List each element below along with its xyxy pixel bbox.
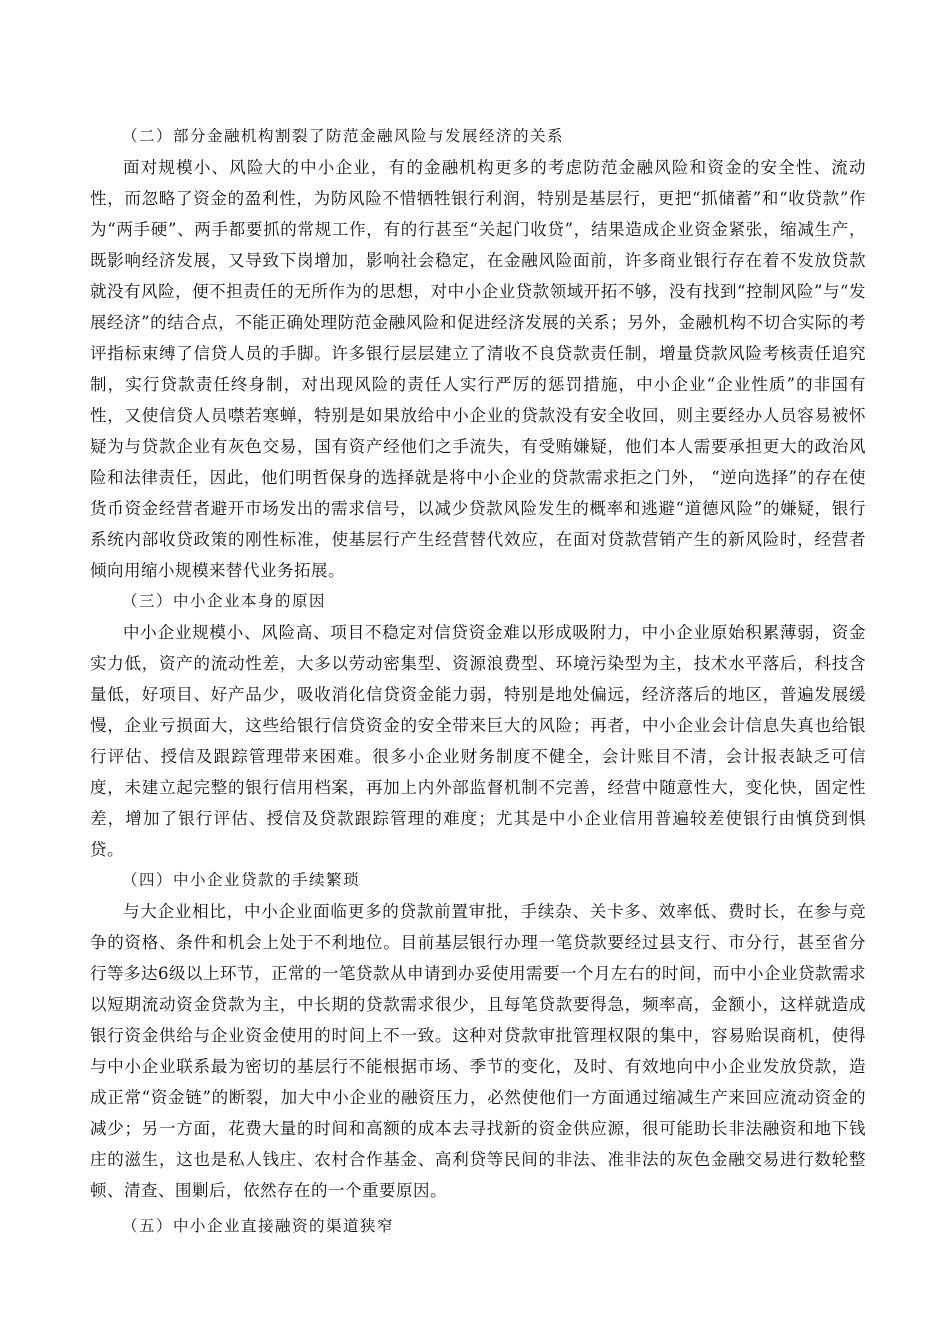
- section-body-2: 面对规模小、风险大的中小企业，有的金融机构更多的考虑防范金融风险和资金的安全性、流动性，而忽略了资金的盈利性，为防风险不惜牺牲银行利润，特别是基层行，更把“抓储蓄”和“收贷款”作为“两手硬”、两手都要抓的常规工作，有的行甚至“关起门收贷”，结果造成企业资金紧张，缩减生产，既影响经济发展，又导致下岗增加，影响社会稳定，在金融风险面前，许多商业银行存在着不发放贷款就没有风险，便不担责任的无所作为的思想，对中小企业贷款领域开拓不够，没有找到“控制风险”与“发展经济”的结合点，不能正确处理防范金融风险和促进经济发展的关系；另外，金融机构不切合实际的考评指标束缚了信贷人员的手脚。许多银行层层建立了清收不良贷款责任制，增量贷款风险考核责任追究制，实行贷款责任终身制，对出现风险的责任人实行严厉的惩罚措施，中小企业“企业性质”的非国有性，又使信贷人员噤若寒蝉，特别是如果放给中小企业的贷款没有安全收回，则主要经办人员容易被怀疑为与贷款企业有灰色交易，国有资产经他们之手流失，有受贿嫌疑，他们本人需要承担更大的政治风险和法律责任，因此，他们明哲保身的选择就是将中小企业的贷款需求拒之门外， “逆向选择”的存在使货币资金经营者避开市场发出的需求信号，以减少贷款风险发生的概率和逃避“道德风险”的嫌疑，银行系统内部收贷政策的刚性标准，使基层行产生经营替代效应，在面对贷款营销产生的新风险时，经营者倾向用缩小规模来替代业务拓展。: [90, 158, 866, 580]
- section-heading-2: （二）部分金融机构割裂了防范金融风险与发展经济的关系: [122, 127, 565, 145]
- section-body-3: 中小企业规模小、风险高、项目不稳定对信贷资金难以形成吸附力，中小企业原始积累薄弱，资金实力低，资产的流动性差，大多以劳动密集型、资源浪费型、环境污染型为主，技术水平落后，科技含量低，好项目、好产品少，吸收消化信贷资金能力弱，特别是地处偏远，经济落后的地区，普遍发展缓慢，企业亏损面大，这些给银行信贷资金的安全带来巨大的风险；再者，中小企业会计信息失真也给银行评估、授信及跟踪管理带来困难。很多小企业财务制度不健全，会计账目不清，会计报表缺乏可信度，未建立起完整的银行信用档案，再加上内外部监督机制不完善，经营中随意性大，变化快，固定性差，增加了银行评估、授信及贷款跟踪管理的难度；尤其是中小企业信用普遍较差使银行由慎贷到惧贷。: [90, 623, 866, 859]
- section-heading-5: （五）中小企业直接融资的渠道狭窄: [122, 1217, 395, 1235]
- section-heading-3: （三）中小企业本身的原因: [122, 592, 327, 610]
- document-page: [90, 121, 866, 1242]
- section-heading-4: （四）中小企业贷款的手续繁琐: [122, 871, 361, 889]
- section-body-4: 与大企业相比，中小企业面临更多的贷款前置审批，手续杂、关卡多、效率低、费时长，在参与竞争的资格、条件和机会上处于不利地位。目前基层银行办理一笔贷款要经过县支行、市分行，甚至省分行等多达6级以上环节，正常的一笔贷款从申请到办妥使用需要一个月左右的时间，而中小企业贷款需求以短期流动资金贷款为主，中长期的贷款需求很少，且每笔贷款要得急，频率高，金额小，这样就造成银行资金供给与企业资金使用的时间上不一致。这种对贷款审批管理权限的集中，容易贻误商机，使得与中小企业联系最为密切的基层行不能根据市场、季节的变化，及时、有效地向中小企业发放贷款，造成正常“资金链”的断裂，加大中小企业的融资压力，必然使他们一方面通过缩减生产来回应流动资金的减少；另一方面，花费大量的时间和高额的成本去寻找新的资金供应源，很可能助长非法融资和地下钱庄的滋生，这也是私人钱庄、农村合作基金、高利贷等民间的非法、准非法的灰色金融交易进行数轮整顿、清查、围剿后，依然存在的一个重要原因。: [90, 902, 866, 1200]
